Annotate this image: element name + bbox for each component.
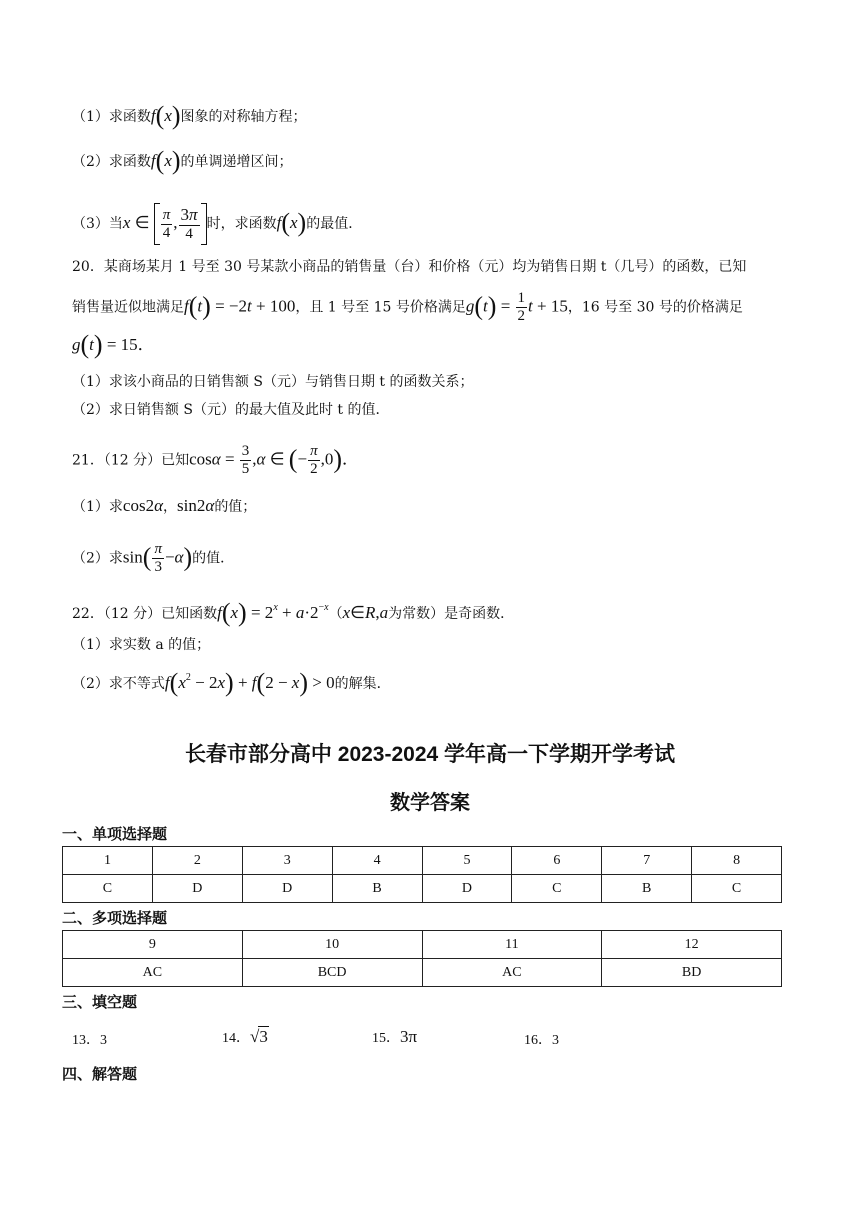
q21-stem: 21．（12 分）已知cosα = $\frac{3}{5}$ ,α ∈ (− $\frac{\pi}{2}$ ,0)． — [72, 443, 359, 477]
answer-cell: B — [332, 875, 422, 903]
question-number: 7 — [602, 847, 692, 875]
q21-part1-text: （1）求 — [72, 499, 123, 515]
question-number: 9 — [63, 931, 243, 959]
question-number: 5 — [422, 847, 512, 875]
fill-value-14: 3 — [259, 1027, 268, 1046]
question-number: 1 — [63, 847, 153, 875]
answer-cell: BD — [602, 959, 782, 987]
table-row — [63, 931, 782, 959]
single-choice-table — [62, 846, 782, 903]
section-solutions: 四、解答题 — [62, 1066, 138, 1083]
q19-part3-text-mid: 时，求函数 — [206, 216, 277, 232]
q19-part1-text: （1）求函数 — [72, 109, 151, 125]
answer-cell: AC — [63, 959, 243, 987]
fill-label-14: 14． — [222, 1031, 250, 1046]
section-multi-choice: 二、多项选择题 — [62, 910, 168, 927]
answer-subtitle: 数学答案 — [390, 792, 470, 814]
multi-choice-table — [62, 930, 782, 987]
q21-part1-sep: ， — [163, 499, 178, 515]
q19-part2-text-end: 的单调递增区间； — [180, 154, 293, 170]
table-row — [63, 959, 782, 987]
question-number: 3 — [242, 847, 332, 875]
fill-answer-14: 14．√3 — [222, 1027, 268, 1046]
section-single-choice: 一、单项选择题 — [62, 826, 168, 843]
fill-answer-16: 16．3 — [524, 1033, 559, 1048]
q21-part2-text-end: 的值． — [192, 550, 235, 567]
q22-part2-text: （2）求不等式 — [72, 676, 165, 692]
q22-stem-cond2: 为常数）是奇函数． — [388, 606, 515, 622]
question-number: 2 — [152, 847, 242, 875]
question-number: 8 — [692, 847, 782, 875]
q22-part2: （2）求不等式$f(x^2 - 2x) + f(2 - x) > 0$的解集． — [72, 668, 391, 697]
q19-part3-text: （3）当 — [72, 216, 123, 232]
q19-part2: （2）求函数f(x)的单调递增区间； — [72, 146, 293, 175]
question-number: 10 — [242, 931, 422, 959]
fill-answer-15 — [372, 1027, 417, 1047]
question-number: 11 — [422, 931, 602, 959]
fill-answer-13: 13．3 — [72, 1033, 107, 1048]
q21-part1: （1）求cos2α，sin2α的值； — [72, 496, 257, 515]
q20-line2-mid: ，且 1 号至 15 号价格满足 — [295, 299, 466, 316]
q20-part2: （2）求日销售额 S（元）的最大值及此时 t 的值． — [72, 402, 390, 418]
table-row — [63, 847, 782, 875]
q21-part2: （2）求sin( $\frac{\pi}{3}$ −α)的值． — [72, 541, 235, 575]
answer-cell: C — [692, 875, 782, 903]
q20-stem-line3: g(t) = 15． — [72, 330, 155, 359]
answer-title: 长春市部分高中 2023-2024 学年高一下学期开学考试 — [184, 743, 676, 766]
q20-part1: （1）求该小商品的日销售额 S（元）与销售日期 t 的函数关系； — [72, 374, 474, 390]
question-number: 6 — [512, 847, 602, 875]
q19-part3: （3）当x ∈ $\frac{\pi}{4}$ , $\frac{3\pi}{4}$ 时，求函数f(x)的最值． — [72, 203, 362, 245]
q22-part1: （1）求实数 a 的值； — [72, 637, 211, 653]
q19-part3-text-end: 的最值． — [306, 216, 363, 232]
question-number: 4 — [332, 847, 422, 875]
fill-value-15: 3π — [400, 1027, 418, 1046]
q20-line2-text: 销售量近似地满足 — [72, 299, 184, 316]
answer-cell: C — [63, 875, 153, 903]
answer-cell: BCD — [242, 959, 422, 987]
answer-cell: D — [242, 875, 332, 903]
section-fill-blank: 三、填空题 — [62, 994, 138, 1011]
answer-cell: C — [512, 875, 602, 903]
answer-cell: B — [602, 875, 692, 903]
q20-stem-line1: 20．某商场某月 1 号至 30 号某款小商品的销售量（台）和价格（元）均为销售日期 t（几号）的函数，已知 — [72, 259, 747, 275]
q19-part2-text: （2）求函数 — [72, 154, 151, 170]
table-row — [63, 875, 782, 903]
q21-stem-text: 21．（12 分）已知 — [72, 452, 190, 469]
q19-part1: （1）求函数f(x)图象的对称轴方程； — [72, 101, 307, 130]
answer-cell: D — [422, 875, 512, 903]
q21-part1-text-end: 的值； — [214, 499, 257, 515]
question-number: 12 — [602, 931, 782, 959]
q21-part2-text: （2）求 — [72, 550, 123, 567]
q22-stem-cond: （ — [328, 606, 343, 622]
q22-stem: 22．（12 分）已知函数$f(x) = 2^x$ + $a\cdot 2^{-x}(x\in R,a$为常数）是奇函数． — [72, 598, 515, 627]
answer-cell: D — [152, 875, 242, 903]
answer-cell: AC — [422, 959, 602, 987]
q20-line2-end: ，16 号至 30 号的价格满足 — [567, 299, 743, 316]
q19-part1-text-end: 图象的对称轴方程； — [180, 109, 307, 125]
q22-part2-text-end: 的解集． — [334, 676, 391, 692]
q20-stem-line2: 销售量近似地满足f(t) = −2t + 100，且 1 号至 15 号价格满足g(t) = $\frac{1}{2}$ t + 15，16 号至 30 号的价格满足 — [72, 290, 743, 324]
q22-stem-text: 22．（12 分）已知函数 — [72, 606, 218, 622]
fill-label-15: 15． — [372, 1031, 400, 1046]
